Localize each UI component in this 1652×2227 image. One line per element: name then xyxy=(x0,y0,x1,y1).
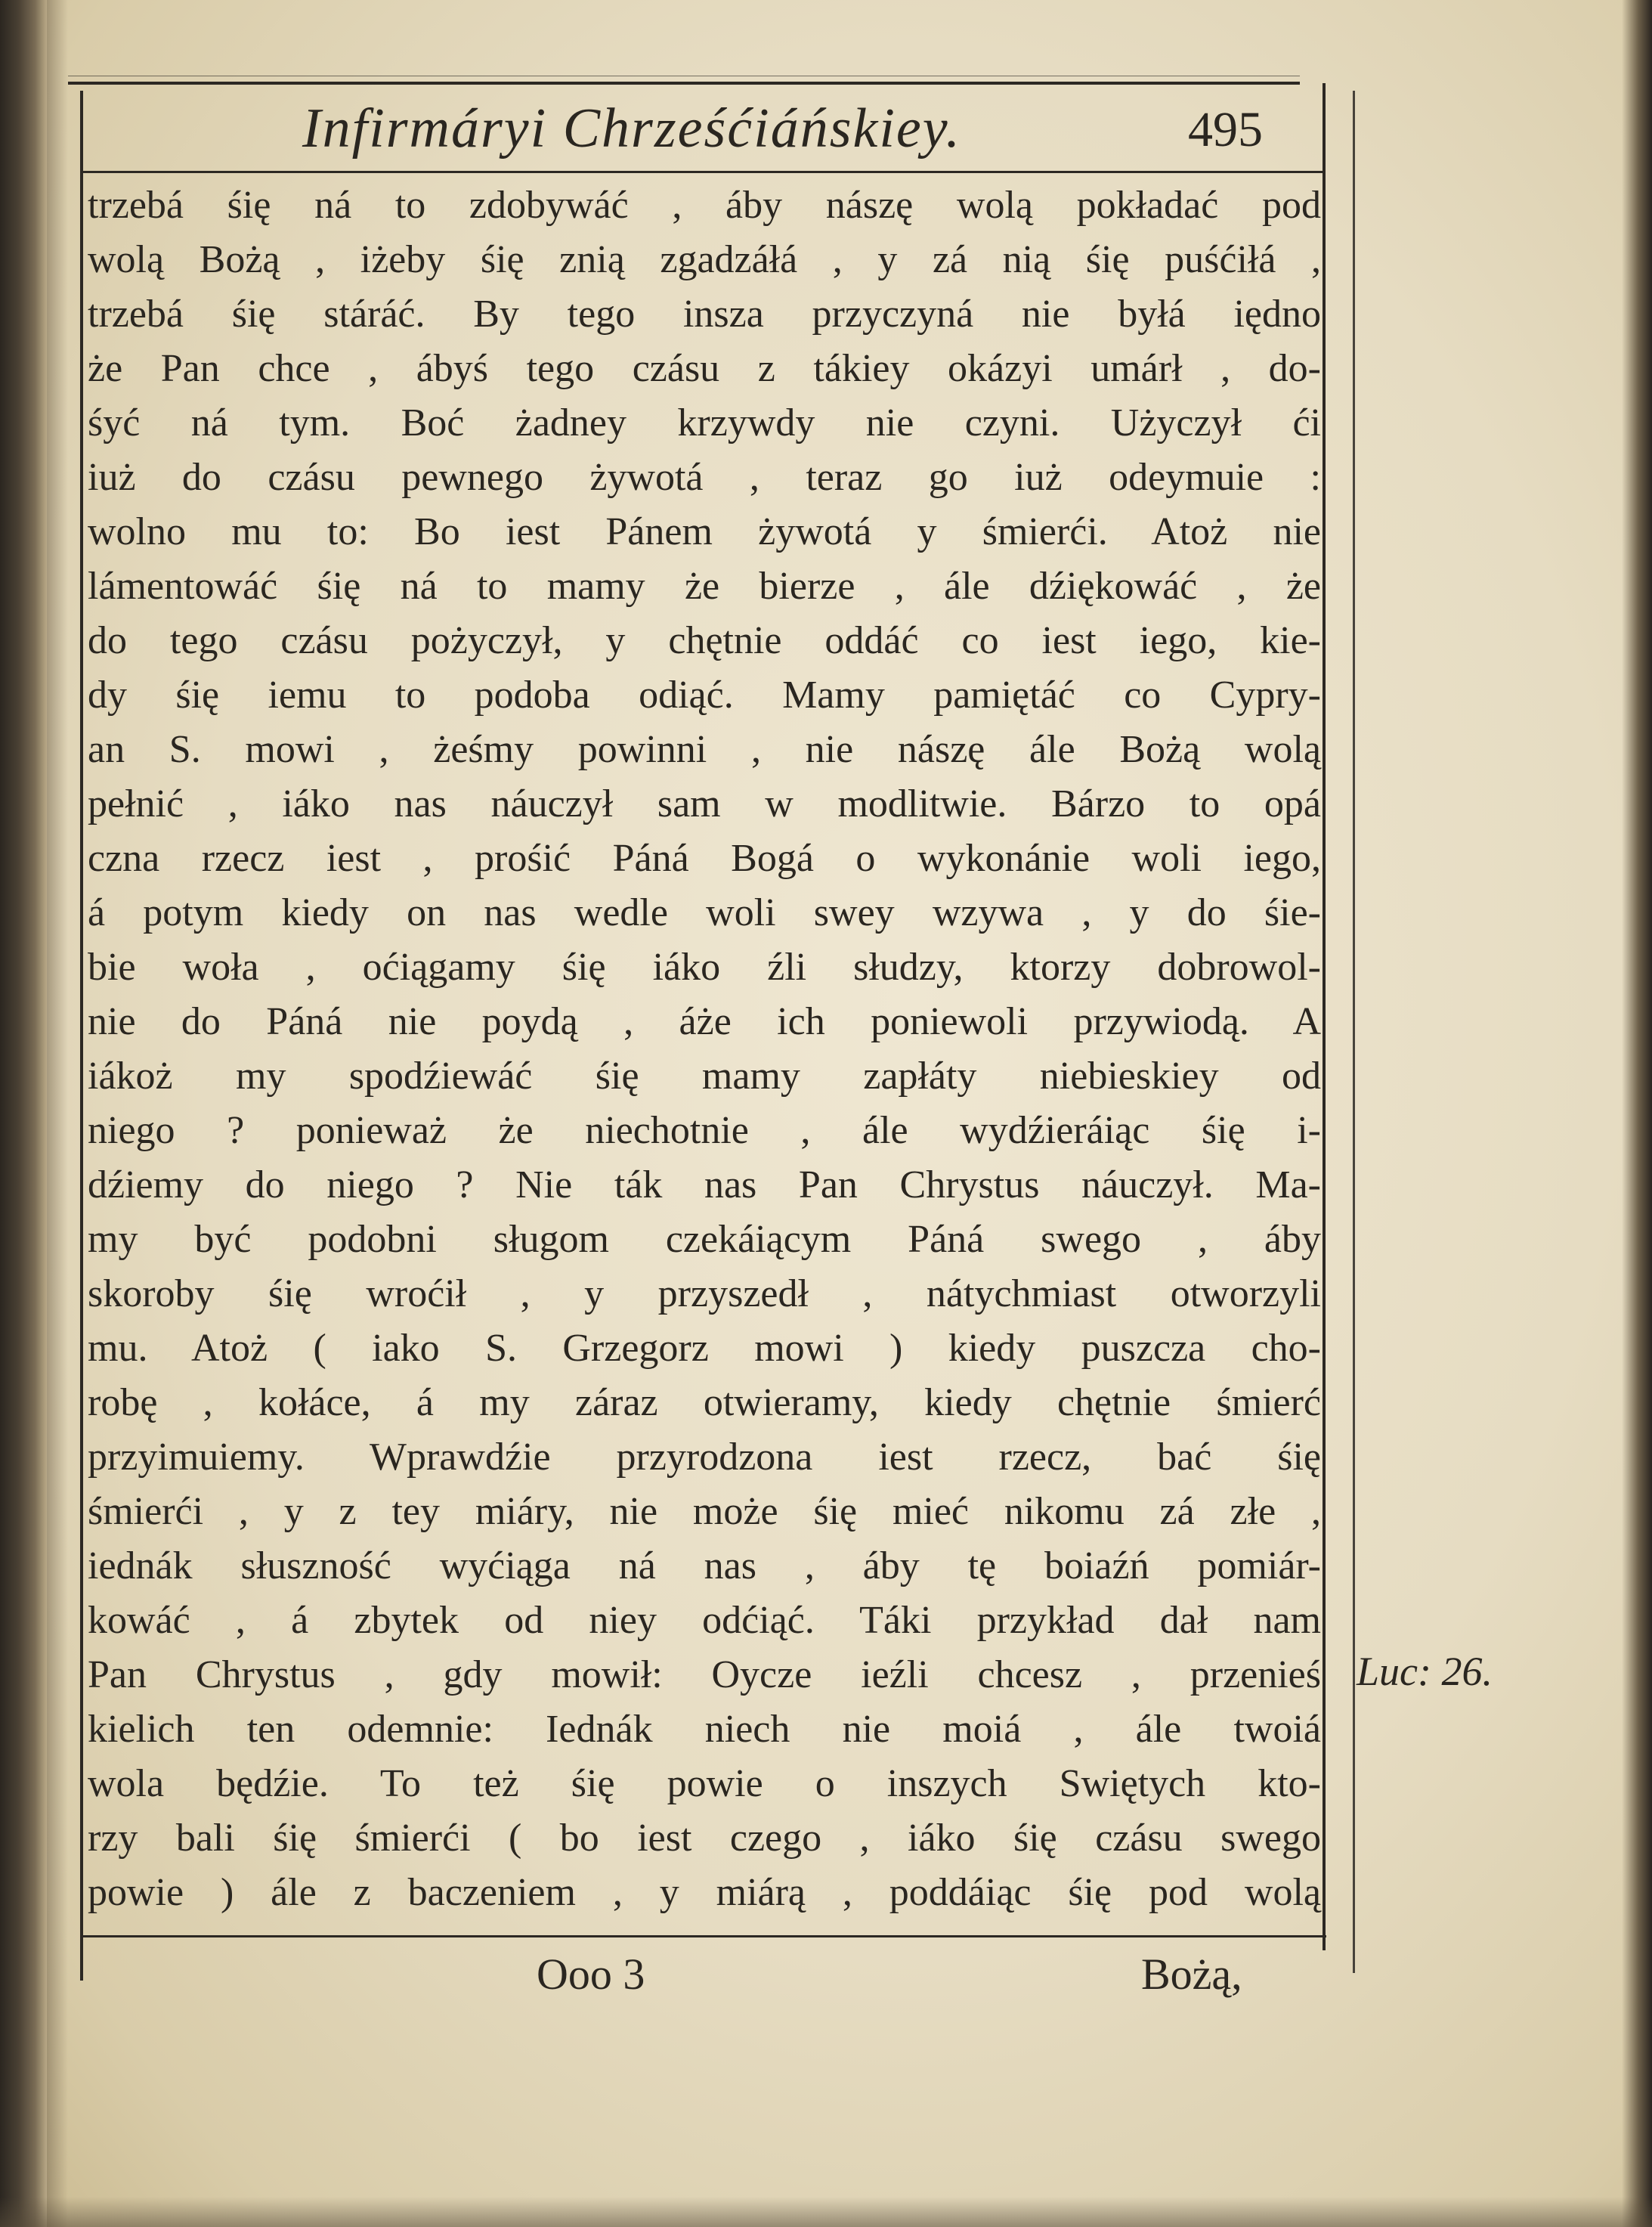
text-line: do tego czásu pożyczył, y chętnie oddáć co iest iego, kie- xyxy=(88,619,1321,662)
text-line: bie woła , oćiągamy śię iáko źli słudzy, ktorzy dobrowol- xyxy=(88,946,1321,989)
binding-gutter xyxy=(0,0,47,2227)
margin-note: Luc: 26. xyxy=(1357,1649,1493,1694)
bottom-page-edge xyxy=(0,2197,1652,2227)
frame-rule-left xyxy=(80,91,83,1981)
text-line: mu. Atoż ( iako S. Grzegorz mowi ) kiedy puszcza cho- xyxy=(88,1327,1321,1370)
frame-rule-bottom xyxy=(83,1935,1326,1937)
margin-rule-right xyxy=(1353,91,1355,1973)
text-line: śyć ná tym. Boć żadney krzywdy nie czyni. Użyczył ći xyxy=(88,401,1321,444)
text-line: iednák słuszność wyćiąga ná nas , áby tę boiaźń pomiár- xyxy=(88,1544,1321,1587)
header-rule xyxy=(83,171,1323,173)
text-line: nie do Páná nie poydą , áże ich poniewoli przywiodą. A xyxy=(88,1000,1321,1043)
frame-rule-top xyxy=(68,82,1300,85)
gutter-shadow xyxy=(47,0,68,2227)
text-line: skoroby śię wroćił , y przyszedł , nátychmiast otworzyli xyxy=(88,1272,1321,1315)
text-line: wola będźie. To też śię powie o inszych Swiętych kto- xyxy=(88,1762,1321,1805)
text-line: rzy bali śię śmierći ( bo iest czego , iáko śię czásu swego xyxy=(88,1817,1321,1860)
text-line: trzebá śię ná to zdobywáć , áby nászę wolą pokładać pod xyxy=(88,184,1321,227)
catchword: Bożą, xyxy=(1141,1950,1242,1999)
text-line: czna rzecz iest , prośić Páná Bogá o wykonánie woli iego, xyxy=(88,837,1321,880)
text-line: an S. mowi , żeśmy powinni , nie nászę ále Bożą wolą xyxy=(88,728,1321,771)
text-line: śmierći , y z tey miáry, nie może śię mieć nikomu zá złe , xyxy=(88,1490,1321,1533)
text-line: wolno mu to: Bo iest Pánem żywotá y śmierći. Atoż nie xyxy=(88,510,1321,553)
text-line: kowáć , á zbytek od niey odćiąć. Táki przykład dał nam xyxy=(88,1599,1321,1642)
text-line: á potym kiedy on nas wedle woli swey wzywa , y do śie- xyxy=(88,891,1321,934)
text-line: powie ) ále z baczeniem , y miárą , poddáiąc śię pod wolą xyxy=(88,1871,1321,1914)
running-head: Infirmáryi Chrześćiáńskiey. xyxy=(302,98,962,160)
text-line: my być podobni sługom czekáiącym Páná swego , áby xyxy=(88,1218,1321,1261)
text-line: że Pan chce , ábyś tego czásu z tákiey okázyi umárł , do- xyxy=(88,347,1321,390)
text-line: robę , kołáce, á my záraz otwieramy, kiedy chętnie śmierć xyxy=(88,1381,1321,1424)
text-line: iákoż my spodźiewáć śię mamy zapłáty niebieskiey od xyxy=(88,1055,1321,1098)
right-page-edge xyxy=(1622,0,1652,2227)
text-line: kielich ten odemnie: Iednák niech nie moiá , ále twoiá xyxy=(88,1708,1321,1751)
text-line: pełnić , iáko nas náuczył sam w modlitwie. Bárzo to opá xyxy=(88,782,1321,825)
signature-mark: Ooo 3 xyxy=(537,1950,645,1999)
text-line: trzebá śię stáráć. By tego insza przyczyná nie byłá iędno xyxy=(88,293,1321,336)
text-line: iuż do czásu pewnego żywotá , teraz go iuż odeymuie : xyxy=(88,456,1321,499)
text-line: Pan Chrystus , gdy mowił: Oycze ieźli chcesz , przenieś xyxy=(88,1653,1321,1696)
page-number: 495 xyxy=(1188,102,1263,157)
text-line: dźiemy do niego ? Nie ták nas Pan Chrystus náuczył. Ma- xyxy=(88,1163,1321,1206)
text-line: dy śię iemu to podoba odiąć. Mamy pamiętáć co Cypry- xyxy=(88,674,1321,717)
text-line: niego ? ponieważ że niechotnie , ále wydźieráiąc śię i- xyxy=(88,1109,1321,1152)
text-line: przyimuiemy. Wprawdźie przyrodzona iest rzecz, bać śię xyxy=(88,1436,1321,1479)
text-line: lámentowáć śię ná to mamy że bierze , ále dźiękowáć , że xyxy=(88,565,1321,608)
text-line: wolą Bożą , iżeby śię znią zgadzáłá , y zá nią śię puśćiłá , xyxy=(88,238,1321,281)
body-text xyxy=(85,178,1324,1920)
